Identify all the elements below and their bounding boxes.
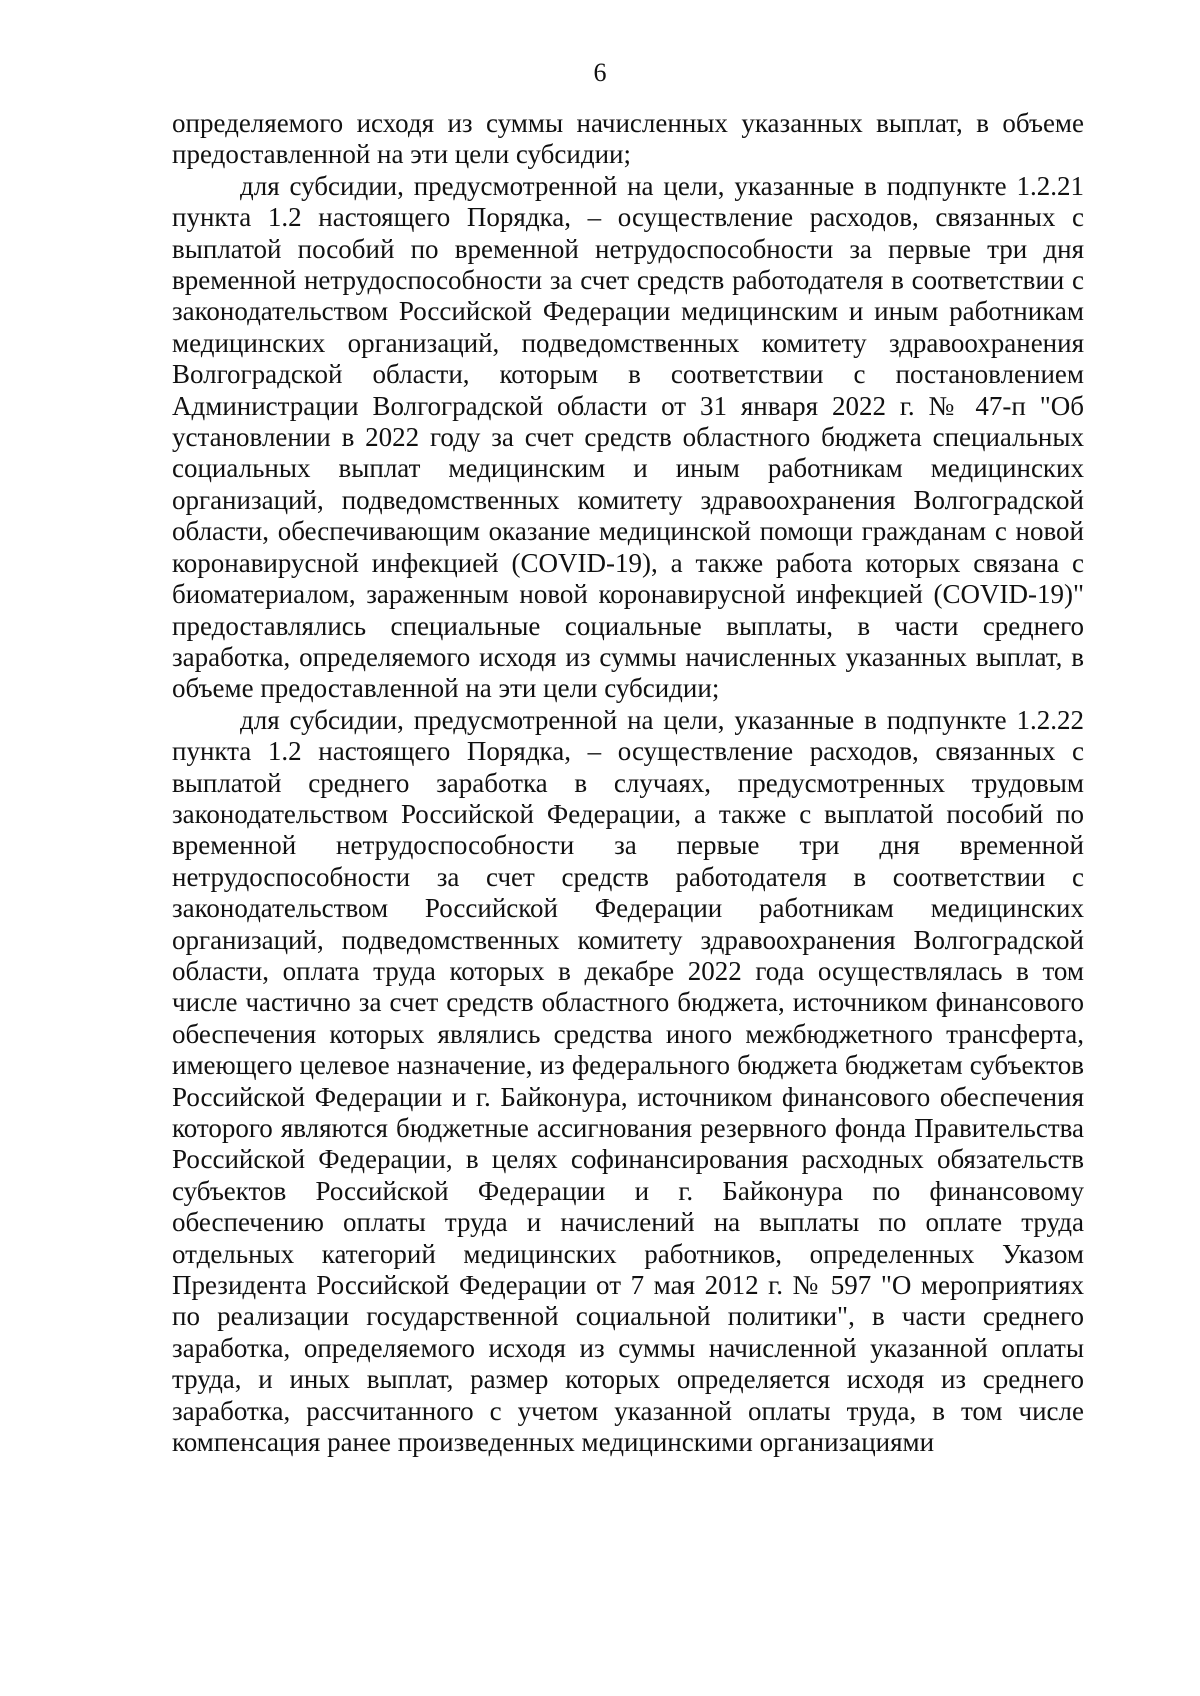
paragraph-subsidy-1-2-21: для субсидии, предусмотренной на цели, указанные в подпункте 1.2.21 пункта 1.2 настоящего Порядка, – осуществление расходов, связанных с выплатой пособий по временной нетрудоспособности за первые три дня временной нетрудоспособности за счет средств работодателя в соответствии с законодательством Российской Федерации медицинским и иным работникам медицинских организаций, подведомственных комитету здравоохранения Волгоградской области, которым в соответствии с постановлением Администрации Волгоградской области от 31 января 2022 г. № 47-п "Об установлении в 2022 году за счет средств областного бюджета специальных социальных выплат медицинским и иным работникам медицинских организаций, подведомственных комитету здравоохранения Волгоградской области, обеспечивающим оказание медицинской помощи гражданам с новой коронавирусной инфекцией (COVID-19), а также работа которых связана с биоматериалом, зараженным новой коронавирусной инфекцией (COVID-19)" предоставлялись специальные социальные выплаты, в части среднего заработка, определяемого исходя из суммы начисленных указанных выплат, в объеме предоставленной на эти цели субсидии; (172, 170, 1084, 704)
paragraph-continuation: определяемого исходя из суммы начисленных указанных выплат, в объеме предоставленной на эти цели субсидии; (172, 108, 1084, 170)
paragraph-subsidy-1-2-22: для субсидии, предусмотренной на цели, указанные в подпункте 1.2.22 пункта 1.2 настоящего Порядка, – осуществление расходов, связанных с выплатой среднего заработка в случаях, предусмотренных трудовым законодательством Российской Федерации, а также с выплатой пособий по временной нетрудоспособности за первые три дня временной нетрудоспособности за счет средств работодателя в соответствии с законодательством Российской Федерации работникам медицинских организаций, подведомственных комитету здравоохранения Волгоградской области, оплата труда которых в декабре 2022 года осуществлялась в том числе частично за счет средств областного бюджета, источником финансового обеспечения которых являлись средства иного межбюджетного трансферта, имеющего целевое назначение, из федерального бюджета бюджетам субъектов Российской Федерации и г. Байконура, источником финансового обеспечения которого являются бюджетные ассигнования резервного фонда Правительства Российской Федерации, в целях софинансирования расходных обязательств субъектов Российской Федерации и г. Байконура по финансовому обеспечению оплаты труда и начислений на выплаты по оплате труда отдельных категорий медицинских работников, определенных Указом Президента Российской Федерации от 7 мая 2012 г. № 597 "О мероприятиях по реализации государственной социальной политики", в части среднего заработка, определяемого исходя из суммы начисленной указанной оплаты труда, и иных выплат, размер которых определяется исходя из среднего заработка, рассчитанного с учетом указанной оплаты труда, в том числе компенсация ранее произведенных медицинскими организациями (172, 704, 1084, 1458)
document-body (172, 108, 1084, 1458)
page-number: 6 (593, 58, 607, 87)
